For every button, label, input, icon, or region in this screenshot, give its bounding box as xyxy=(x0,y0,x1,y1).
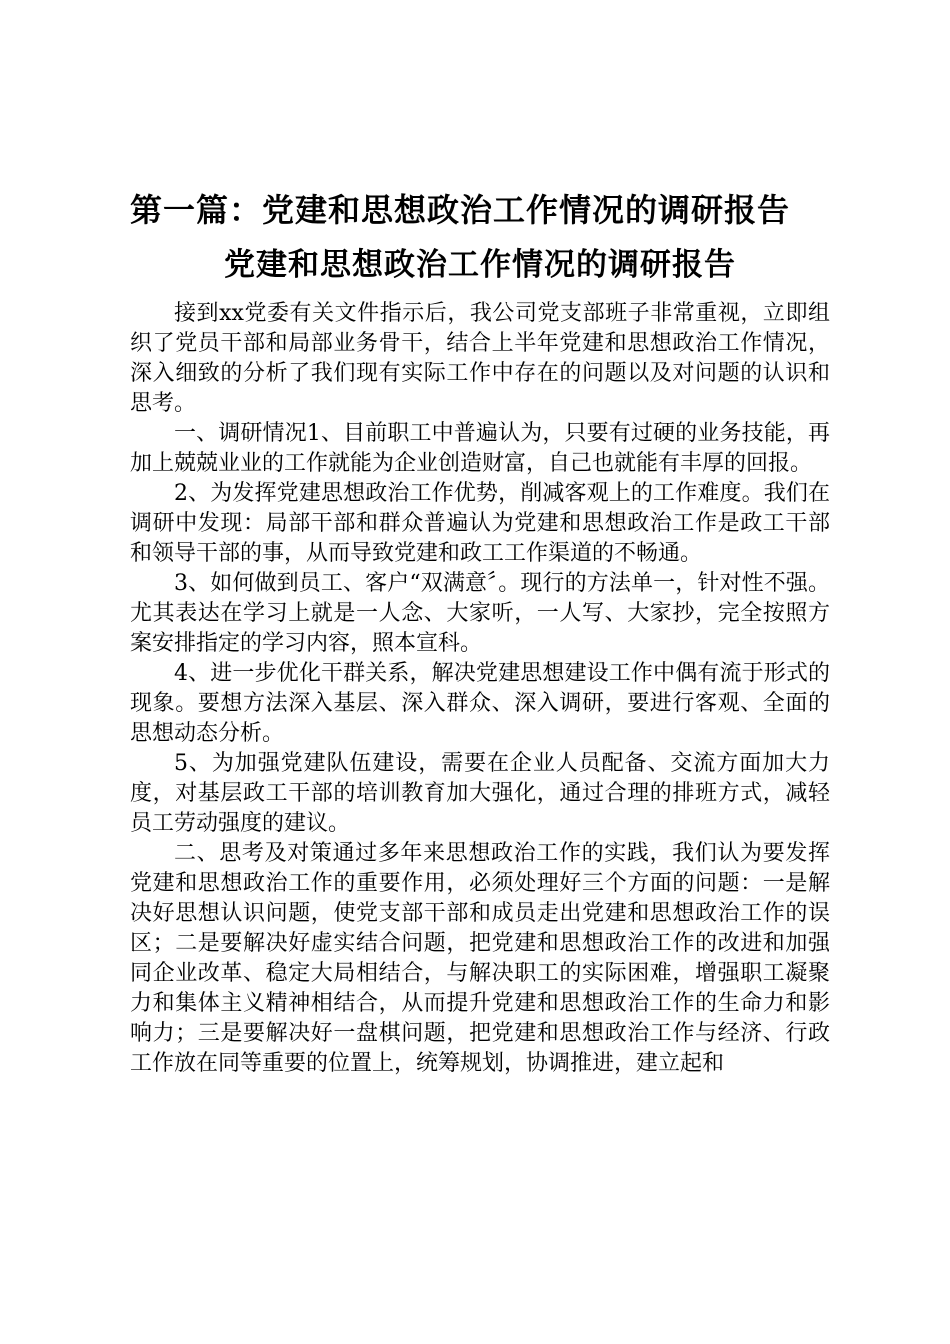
paragraph-survey-1: 一、调研情况1、目前职工中普遍认为，只要有过硬的业务技能，再加上兢兢业业的工作就能为企业创造财富，自己也就能有丰厚的回报。 xyxy=(130,421,830,476)
paragraph-survey-5: 5、为加强党建队伍建设，需要在企业人员配备、交流方面加大力度，对基层政工干部的培训教育加大强化，通过合理的排班方式，减轻员工劳动强度的建议。 xyxy=(130,751,830,836)
document-content xyxy=(130,185,830,1079)
paragraph-intro: 接到xx党委有关文件指示后，我公司党支部班子非常重视，立即组织了党员干部和局部业务骨干，结合上半年党建和思想政治工作情况，深入细致的分析了我们现有实际工作中存在的问题以及对问题的认识和思考。 xyxy=(130,301,830,416)
paragraph-survey-3: 3、如何做到员工、客户“双满意〞。现行的方法单一，针对性不强。尤其表达在学习上就是一人念、大家听，一人写、大家抄，完全按照方案安排指定的学习内容，照本宣科。 xyxy=(130,571,830,656)
body-text xyxy=(130,299,830,1079)
main-title: 第一篇：党建和思想政治工作情况的调研报告 xyxy=(130,191,791,229)
paragraph-survey-2: 2、为发挥党建思想政治工作优势，削减客观上的工作难度。我们在调研中发现：局部干部和群众普遍认为党建和思想政治工作是政工干部和领导干部的事，从而导致党建和政工工作渠道的不畅通。 xyxy=(130,481,830,566)
paragraph-countermeasures: 二、思考及对策通过多年来思想政治工作的实践，我们认为要发挥党建和思想政治工作的重要作用，必须处理好三个方面的问题：一是解决好思想认识问题，使党支部干部和成员走出党建和思想政治工作的误区；二是要解决好虚实结合问题，把党建和思想政治工作的改进和加强同企业改革、稳定大局相结合，与解决职工的实际困难，增强职工凝聚力和集体主义精神相结合，从而提升党建和思想政治工作的生命力和影响力；三是要解决好一盘棋问题，把党建和思想政治工作与经济、行政工作放在同等重要的位置上，统筹规划，协调推进，建立起和 xyxy=(130,841,830,1076)
paragraph-survey-4: 4、进一步优化干群关系，解决党建思想建设工作中偶有流于形式的现象。要想方法深入基层、深入群众、深入调研，要进行客观、全面的思想动态分析。 xyxy=(130,661,830,746)
sub-title: 党建和思想政治工作情况的调研报告 xyxy=(224,247,736,283)
